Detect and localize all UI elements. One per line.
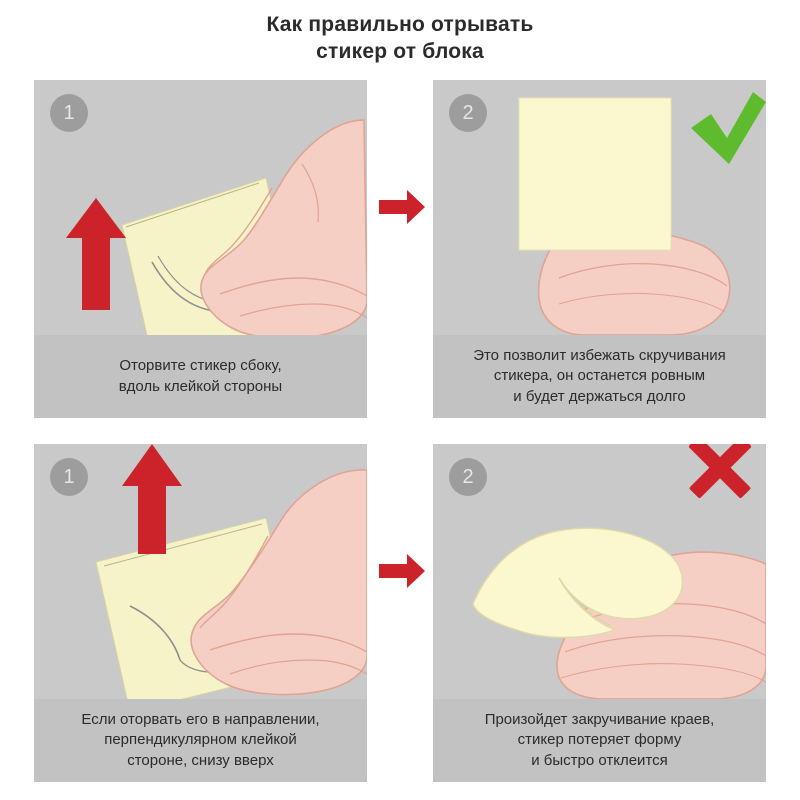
title-line-2: стикер от блока [316,39,484,63]
caption-line: стороне, снизу вверх [127,751,274,769]
connector-top [367,80,433,335]
page-title [0,12,800,66]
caption-line: и будет держаться долго [513,387,686,405]
caption-line: перпендикулярном клейкой [104,731,297,749]
step-badge-2: 2 [449,94,487,132]
right-arrow-icon [379,554,425,588]
step-badge-2b: 2 [449,458,487,496]
flat-sticker [519,98,671,250]
scene-bottom-right [433,444,766,699]
caption-line: вдоль клейкой стороны [118,377,283,395]
scene-bottom-left [34,444,367,699]
panel-bottom-right [433,444,766,782]
scene-top-left [34,80,367,335]
up-arrow-icon [66,198,126,310]
panel-bottom-left [34,444,367,782]
caption-line: Это позволит избежать скручивания [473,347,726,365]
step-badge-1b: 1 [50,458,88,496]
cross-icon [688,444,752,499]
check-icon [691,92,766,164]
up-arrow-icon [122,444,182,554]
caption-line: Оторвите стикер сбоку, [119,357,282,375]
connector-bottom [367,444,433,699]
caption-line: стикера, он останется ровным [493,367,706,385]
caption-line: и быстро отклеится [531,751,668,769]
caption-line: Произойдет закручивание краев, [484,711,715,729]
panel-grid [34,80,766,786]
step-badge-1: 1 [50,94,88,132]
panel-top-left [34,80,367,418]
caption-top-left [34,335,367,418]
scene-top-right [433,80,766,335]
right-arrow-icon [379,190,425,224]
caption-line: Если оторвать его в направлении, [81,711,320,729]
caption-top-right [433,335,766,418]
caption-bottom-right [433,699,766,782]
caption-bottom-left [34,699,367,782]
title-line-1: Как правильно отрывать [266,13,534,36]
caption-line: стикер потеряет форму [517,731,682,749]
panel-top-right [433,80,766,418]
